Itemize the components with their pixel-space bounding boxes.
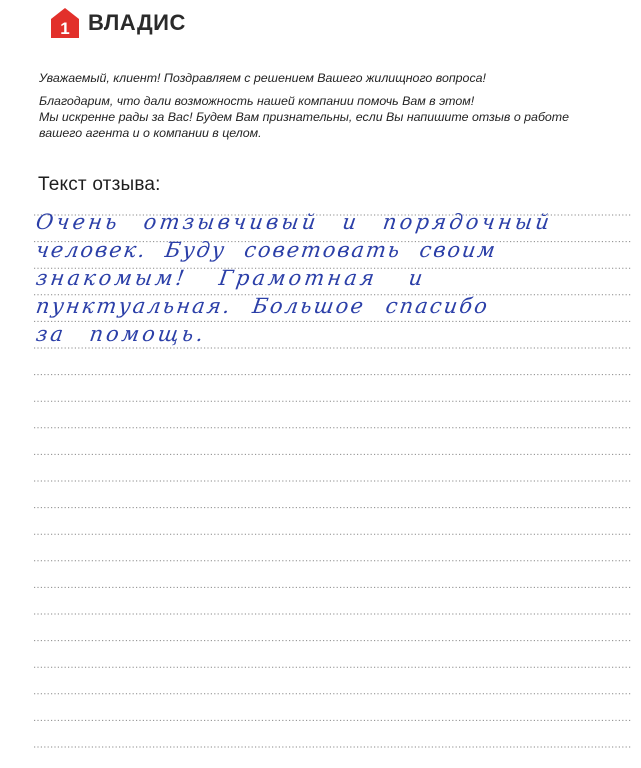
logo-badge: 1 xyxy=(60,19,70,38)
handwritten-line: пунктуальная. Большое спасибо xyxy=(34,294,491,318)
brand-name: ВЛАДИС xyxy=(88,10,186,35)
thanks-text-line-2: Мы искренне рады за Вас! Будем Вам признательны, если Вы напишите отзыв о работе xyxy=(39,110,570,124)
review-title: Текст отзыва: xyxy=(38,174,161,195)
handwritten-line: за помощь. xyxy=(34,322,208,346)
house-logo-icon xyxy=(50,7,80,39)
greeting-text: Уважаемый, клиент! Поздравляем с решением Вашего жилищного вопроса! xyxy=(39,71,486,85)
brand-logo xyxy=(50,6,186,40)
thanks-text-line-1: Благодарим, что дали возможность нашей компании помочь Вам в этом! xyxy=(39,94,475,108)
thanks-text-line-3: вашего агента и о компании в целом. xyxy=(39,126,262,140)
handwritten-line: Очень отзывчивый и порядочный xyxy=(34,210,554,234)
intro-text xyxy=(39,70,619,141)
handwritten-line: знакомым! Грамотная и xyxy=(34,266,428,290)
handwritten-line: человек. Буду советовать своим xyxy=(34,238,499,262)
